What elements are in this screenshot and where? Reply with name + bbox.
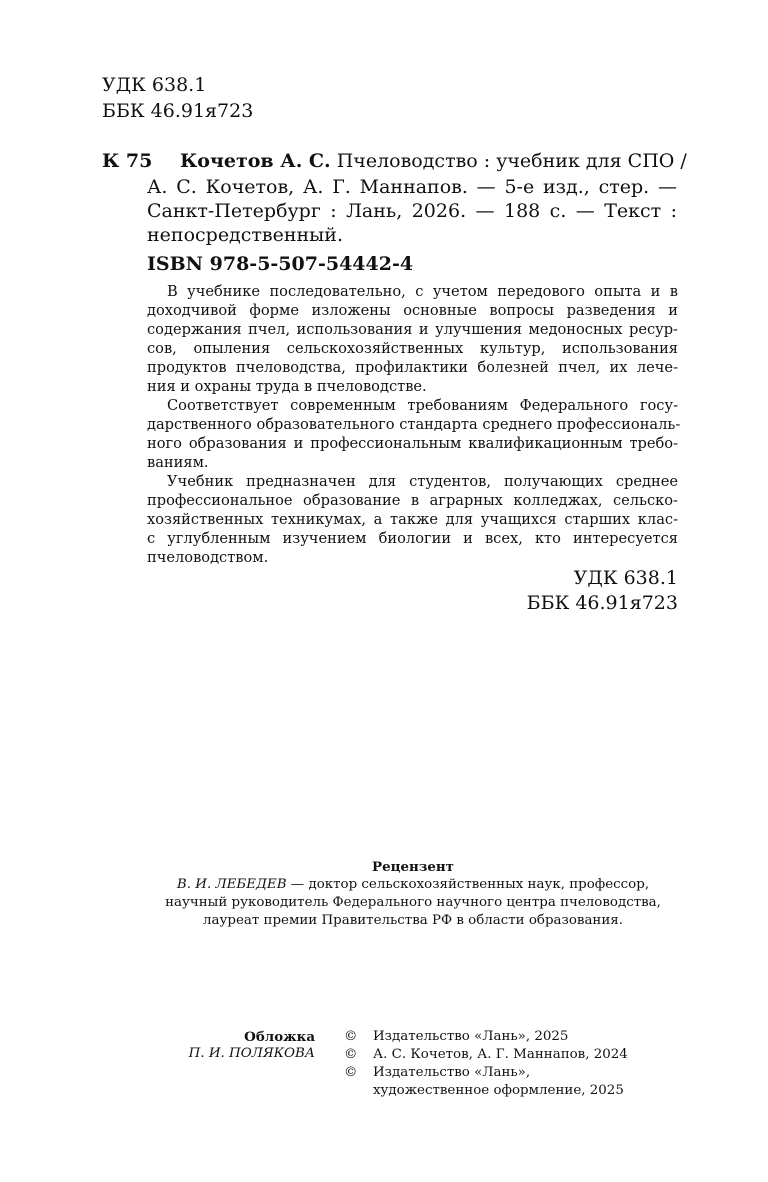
copyright-line-1: Издательство «Лань», 2025 [373,1029,569,1044]
annotation-p1-line-2: доходчивой форме изложены основные вопросы разведения и [147,302,678,319]
annotation-p3-line-4: с углубленным изучением биологии и всех, кто интересуется [147,530,678,547]
copyright-line-3b: художественное оформление, 2025 [373,1083,624,1098]
reviewer-heading: Рецензент [372,859,454,875]
top-udk-code: УДК 638.1 [102,74,207,96]
annotation-p3-line-1: Учебник предназначен для студентов, получающих среднее [167,473,678,490]
bottom-bbk-code: ББК 46.91я723 [526,592,678,614]
isbn: ISBN 978-5-507-54442-4 [147,253,414,275]
copyright-icon: © [344,1047,358,1062]
bottom-udk-code: УДК 638.1 [573,567,678,589]
reviewer-line-1 [0,876,768,894]
annotation-p2-line-1: Соответствует современным требованиям Федерального госу- [167,397,678,414]
copyright-line-3a: Издательство «Лань», [373,1065,531,1080]
cover-label: Обложка [244,1029,315,1045]
copyright-icon: © [344,1065,358,1080]
author-mark: К 75 [102,150,153,172]
reviewer-name: В. И. ЛЕБЕДЕВ [176,877,287,892]
catalog-author: Кочетов А. С. [180,150,331,172]
annotation-p3-line-5: пчеловодством. [147,549,269,566]
reviewer-line-2: научный руководитель Федерального научного центра пчеловодства, [165,895,661,910]
catalog-title: Пчеловодство : учебник для СПО / [336,150,687,172]
copyright-icon: © [344,1029,358,1044]
catalog-title-line [180,148,687,174]
annotation-p2-line-4: ваниям. [147,454,209,471]
annotation-p3-line-3: хозяйственных техникумах, а также для учащихся старших клас- [147,511,678,528]
catalog-line-3: Санкт-Петербург : Лань, 2026. — 188 с. — Текст : [147,200,677,222]
top-bbk-code: ББК 46.91я723 [102,100,254,122]
copyright-line-2: А. С. Кочетов, А. Г. Маннапов, 2024 [373,1047,628,1062]
catalog-line-4: непосредственный. [147,224,344,246]
annotation-p1-line-5: продуктов пчеловодства, профилактики болезней пчел, их лече- [147,359,678,376]
cover-artist: П. И. ПОЛЯКОВА [188,1046,315,1061]
annotation-p1-line-6: ния и охраны труда в пчеловодстве. [147,378,427,395]
annotation-p3-line-2: профессиональное образование в аграрных колледжах, сельско- [147,492,678,509]
annotation-p1-line-4: сов, опыления сельскохозяйственных культур, использования [147,340,678,357]
annotation-p2-line-3: ного образования и профессиональным квалификационным требо- [147,435,678,452]
reviewer-line-3: лауреат премии Правительства РФ в области образования. [203,913,623,928]
reviewer-credentials: — доктор сельскохозяйственных наук, профессор, [286,877,650,892]
annotation-p1-line-3: содержания пчел, использования и улучшения медоносных ресур- [147,321,678,338]
catalog-line-2: А. С. Кочетов, А. Г. Маннапов. — 5-е изд., стер. — [147,176,677,198]
annotation-p1-line-1: В учебнике последовательно, с учетом передового опыта и в [167,283,678,300]
annotation-p2-line-2: дарственного образовательного стандарта среднего профессиональ- [147,416,681,433]
